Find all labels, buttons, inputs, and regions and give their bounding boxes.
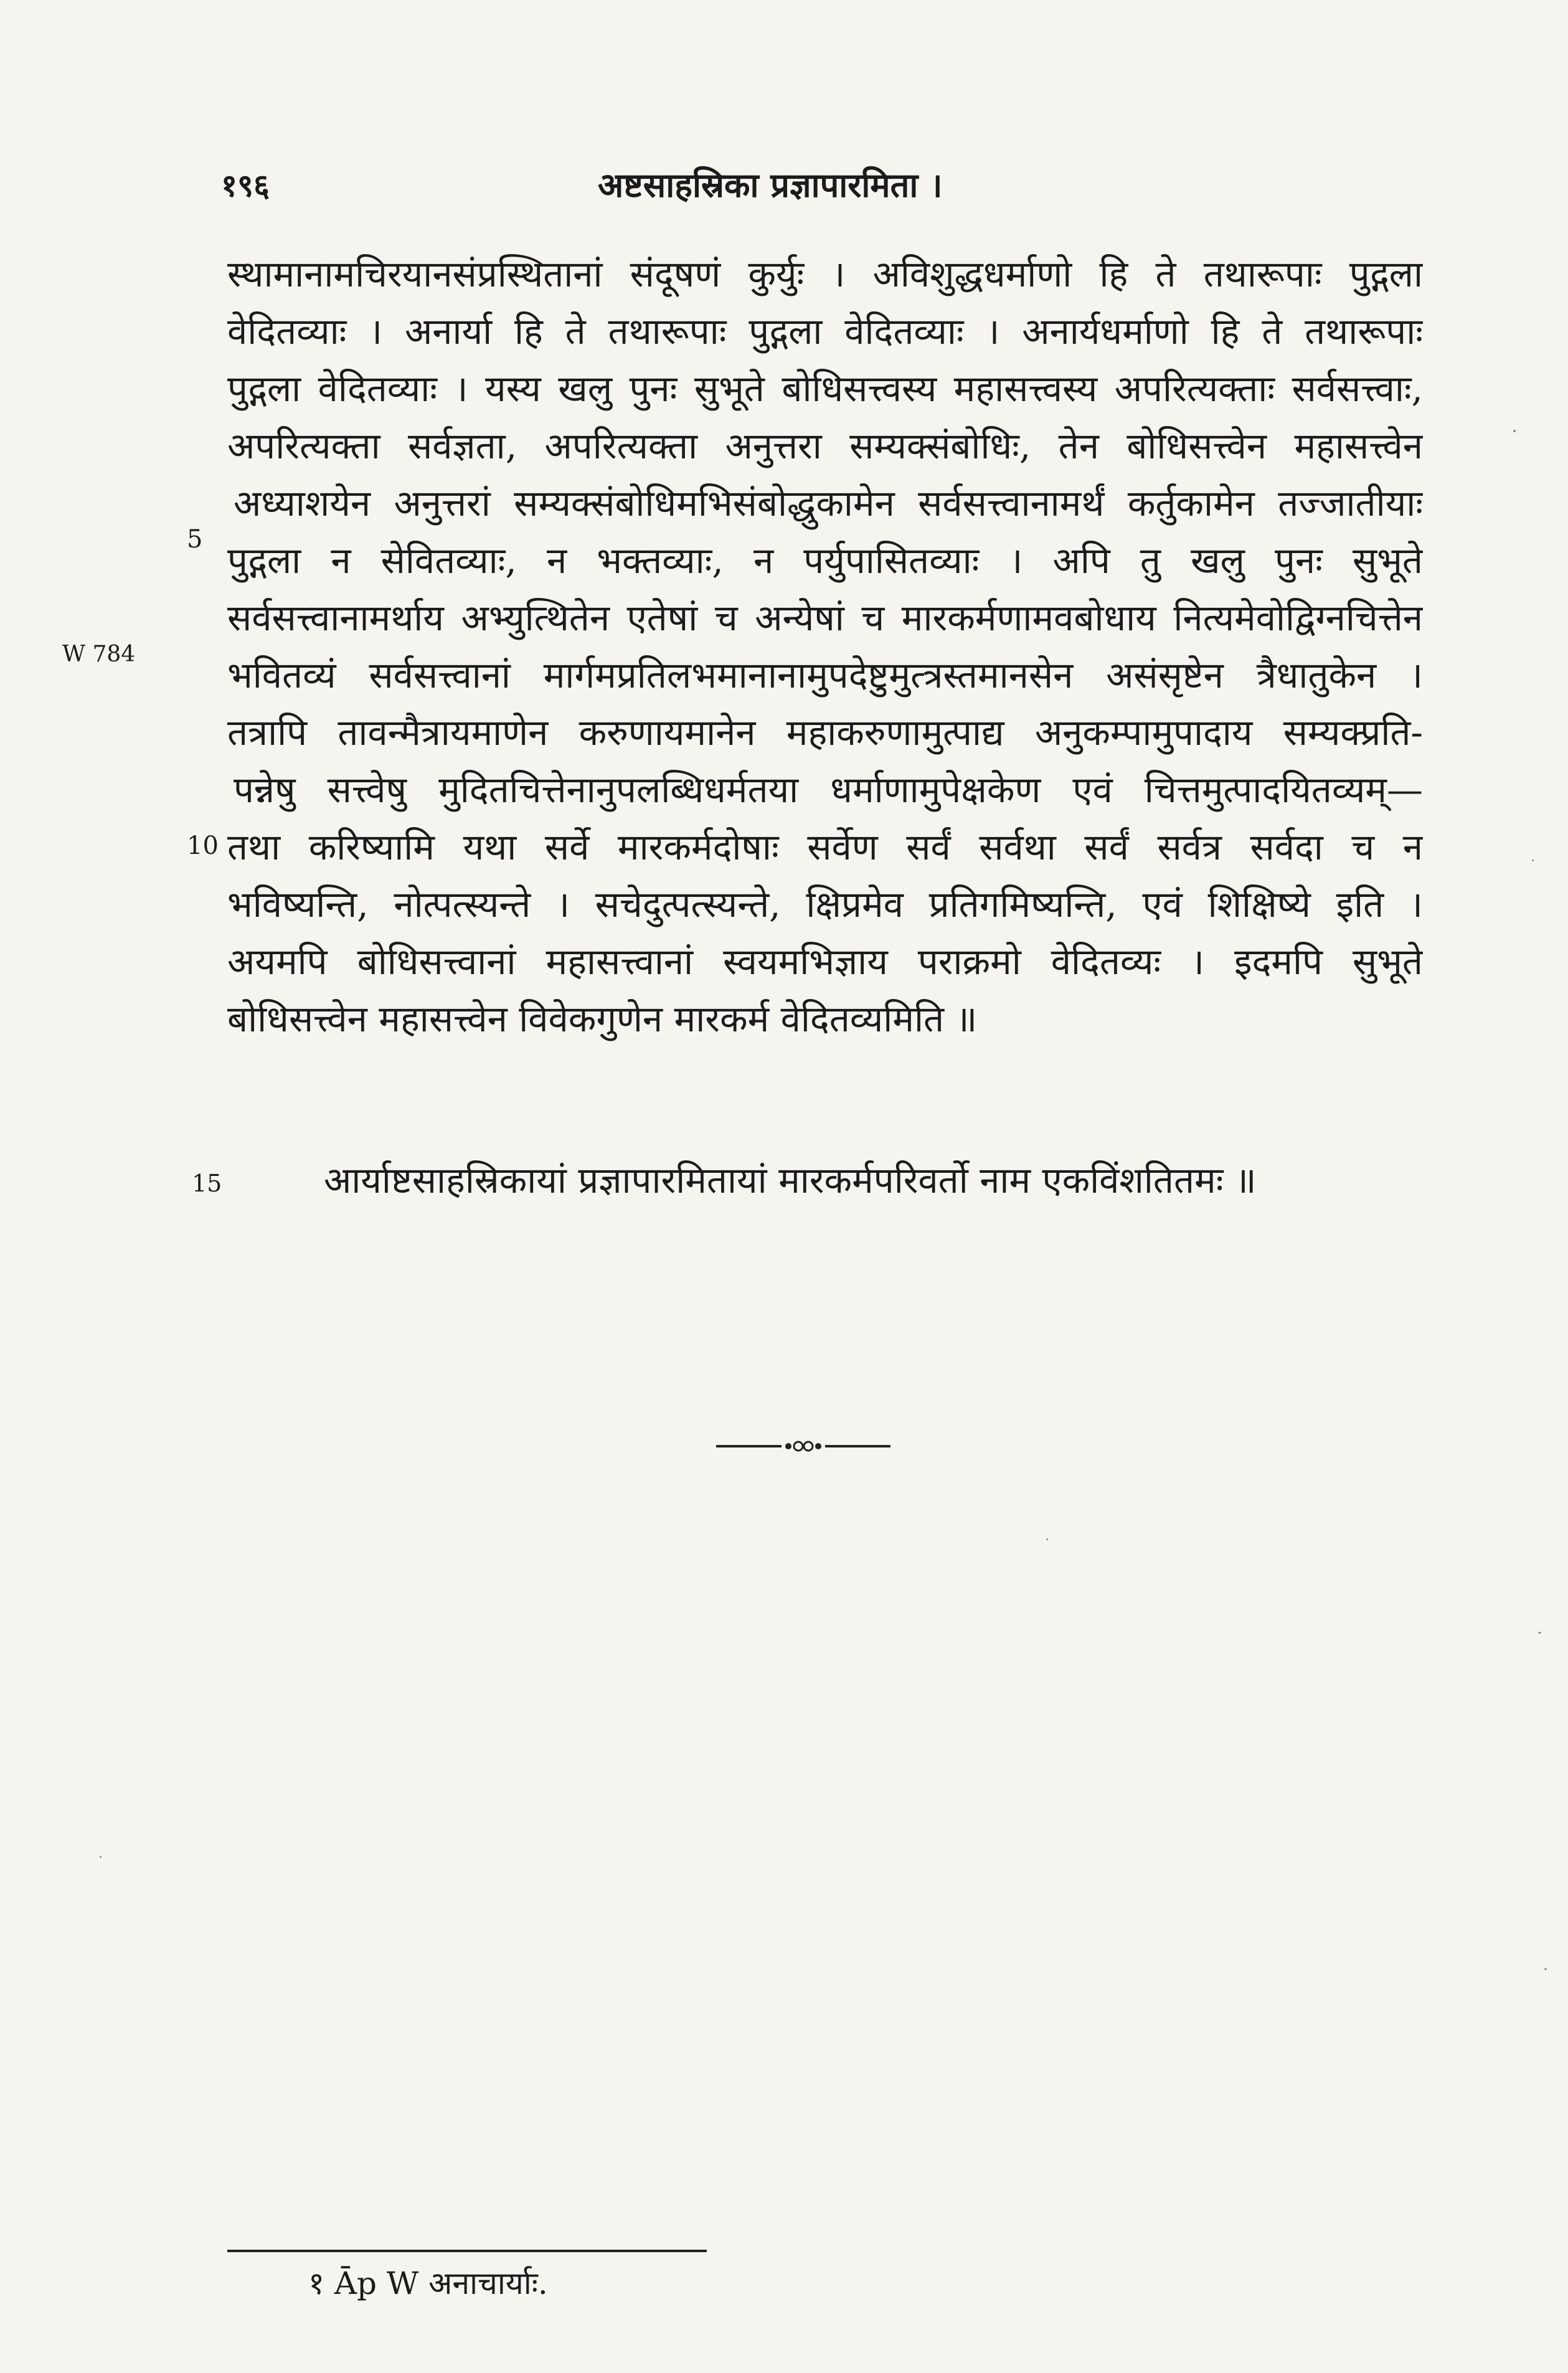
text-line-1: स्थामानामचिरयानसंप्रस्थितानां संदूषणं कुर्युः । अविशुद्धधर्माणो हि ते तथारूपाः पुद्गला: [227, 253, 1423, 295]
text-line-7: सर्वसत्त्वानामर्थाय अभ्युत्थितेन एतेषां च अन्येषां च मारकर्मणामवबोधाय नित्यमेवोद्विग्नचित्तेन: [227, 597, 1423, 639]
text-line-5: अध्याशयेन अनुत्तरां सम्यक्संबोधिमभिसंबोद्धुकामेन सर्वसत्त्वानामर्थं कर्तुकामेन तज्जातीयाः: [234, 482, 1423, 524]
text-line-11: तथा करिष्यामि यथा सर्वे मारकर्मदोषाः सर्वेण सर्वं सर्वथा सर्वं सर्वत्र सर्वदा च न: [227, 826, 1423, 868]
footnote: १ Āp W अनाचार्याः.: [308, 2265, 548, 2301]
running-title: अष्टसाहस्रिका प्रज्ञापारमिता ।: [598, 165, 943, 205]
page-number: १९६: [221, 167, 270, 204]
chapter-colophon: आर्याष्टसाहस्रिकायां प्रज्ञापारमितायां मारकर्मपरिवर्तो नाम एकविंशतितमः ॥: [324, 1159, 1257, 1201]
text-line-2: वेदितव्याः । अनार्या हि ते तथारूपाः पुद्गला वेदितव्याः । अनार्यधर्माणो हि ते तथारूपाः: [227, 310, 1423, 353]
text-line-4: अपरित्यक्ता सर्वज्ञता, अपरित्यक्ता अनुत्तरा सम्यक्संबोधिः, तेन बोधिसत्त्वेन महासत्त्वेन: [227, 425, 1423, 467]
ornament-divider: [716, 1439, 890, 1454]
text-line-3: पुद्गला वेदितव्याः । यस्य खलु पुनः सुभूते बोधिसत्त्वस्य महासत्त्वस्य अपरित्यक्ताः सर्वसत्त्वाः,: [227, 367, 1423, 410]
line-number-15: 15: [192, 1170, 222, 1197]
line-number-5: 5: [187, 525, 203, 554]
line-number-10: 10: [187, 831, 219, 860]
text-line-9: तत्रापि तावन्मैत्रायमाणेन करुणायमानेन महाकरुणामुत्पाद्य अनुकम्पामुपादाय सम्यक्प्रति-: [227, 711, 1423, 754]
margin-reference: W 784: [62, 642, 136, 667]
text-line-6: पुद्गला न सेवितव्याः, न भक्तव्याः, न पर्युपासितव्याः । अपि तु खलु पुनः सुभूते: [227, 539, 1423, 582]
text-line-13: अयमपि बोधिसत्त्वानां महासत्त्वानां स्वयमभिज्ञाय पराक्रमो वेदितव्यः । इदमपि सुभूते: [227, 940, 1423, 983]
text-line-10: पन्नेषु सत्त्वेषु मुदितचित्तेनानुपलब्धिधर्मतया धर्माणामुपेक्षकेण एवं चित्तमुत्पादयितव्यम्—: [234, 769, 1423, 811]
text-line-14: बोधिसत्त्वेन महासत्त्वेन विवेकगुणेन मारकर्म वेदितव्यमिति ॥: [227, 998, 978, 1040]
text-line-8: भवितव्यं सर्वसत्त्वानां मार्गमप्रतिलभमानानामुपदेष्टुमुत्त्रस्तमानसेन असंसृष्टेन त्रैधातुकेन ।: [227, 654, 1423, 696]
text-line-12: भविष्यन्ति, नोत्पत्स्यन्ते । सचेदुत्पत्स्यन्ते, क्षिप्रमेव प्रतिगमिष्यन्ति, एवं शिक्षिष्ये इति ।: [227, 883, 1423, 926]
footnote-rule: [227, 2250, 707, 2252]
